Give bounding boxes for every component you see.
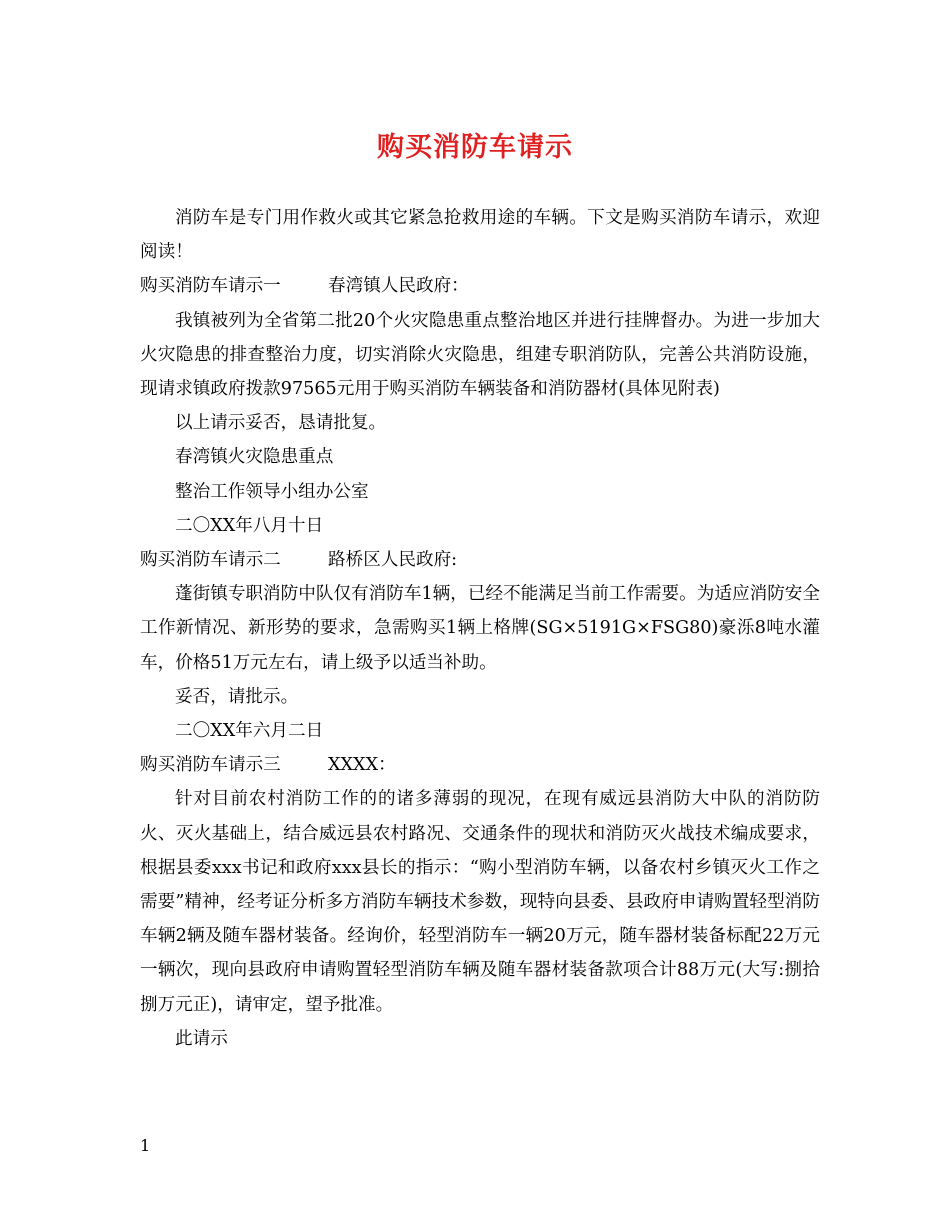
section-paragraph: 针对目前农村消防工作的的诸多薄弱的现况，在现有威远县消防大中队的消防防火、灭火基础上，结合威远县农村路况、交通条件的现状和消防灭火战技术编成要求，根据县委xxx书记和政府xxx县长的指示：“购小型消防车辆，以备农村乡镇灭火工作之需要”精神，经考证分析多方消防车辆技术参数，现特向县委、县政府申请购置轻型消防车辆2辆及随车器材装备。经询价，轻型消防车一辆20万元，随车器材装备标配22万元一辆次，现向县政府申请购置轻型消防车辆及随车器材装备款项合计88万元(大写:捌拾捌万元正)，请审定，望予批准。 <box>140 789 820 1015</box>
section-heading-3 <box>140 748 820 782</box>
section-label: 购买消防车请示二 <box>140 550 281 571</box>
document-title: 购买消防车请示 <box>377 132 573 163</box>
section-addressee: XXXX： <box>328 755 396 776</box>
intro-paragraph: 消防车是专门用作救火或其它紧急抢救用途的车辆。下文是购买消防车请示，欢迎阅读！ <box>140 208 820 263</box>
signature-line: 整治工作领导小组办公室 <box>175 481 369 502</box>
section-paragraph: 以上请示妥否，恳请批复。 <box>175 413 387 434</box>
section-label: 购买消防车请示一 <box>140 276 281 297</box>
date-line: 二〇XX年八月十日 <box>175 515 324 536</box>
date-line: 二〇XX年六月二日 <box>175 721 324 742</box>
signature-line: 春湾镇火灾隐患重点 <box>175 447 334 468</box>
section-heading-2 <box>140 543 820 577</box>
section-paragraph: 我镇被列为全省第二批20个火灾隐患重点整治地区并进行挂牌督办。为进一步加大火灾隐患的排查整治力度，切实消除火灾隐患，组建专职消防队，完善公共消防设施，现请求镇政府拨款97565元用于购买消防车辆装备和消防器材(具体见附表) <box>140 310 820 400</box>
document-body <box>140 201 820 1056</box>
section-label: 购买消防车请示三 <box>140 755 281 776</box>
section-paragraph: 此请示 <box>175 1028 228 1049</box>
section-paragraph: 蓬街镇专职消防中队仅有消防车1辆，已经不能满足当前工作需要。为适应消防安全工作新情况、新形势的要求，急需购买1辆上格牌(SG×5191G×FSG80)豪泺8吨水灌车，价格51万元左右，请上级予以适当补助。 <box>140 584 820 673</box>
section-addressee: 路桥区人民政府: <box>328 550 458 571</box>
page-number: 1 <box>140 1136 151 1155</box>
section-heading-1 <box>140 269 820 303</box>
section-addressee: 春湾镇人民政府： <box>328 276 469 297</box>
section-paragraph: 妥否，请批示。 <box>175 686 299 707</box>
